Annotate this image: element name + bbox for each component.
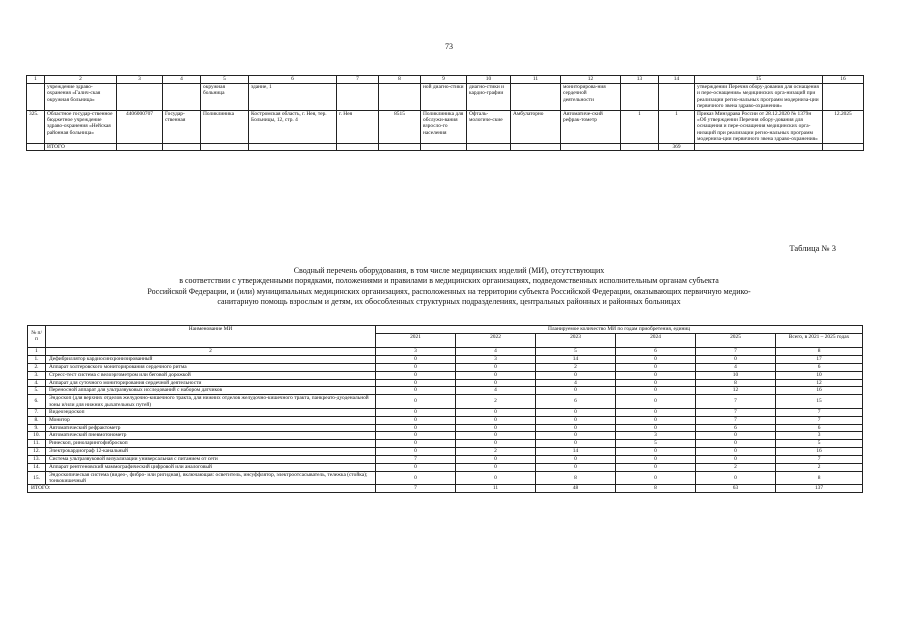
total-blank — [337, 143, 379, 150]
table-cell: Приказ Минздрава России от 28.12.2020 № 1379н «Об утверждении Перечня обору-дования для оснащения и пере-оснащения медицинских орга-низаций при реализации регио-нальных программ модерниза-ции первичного звена здраво-охранения» — [695, 110, 823, 143]
table-row — [28, 395, 863, 408]
quantity-cell: 0 — [376, 440, 456, 448]
quantity-cell: 0 — [376, 395, 456, 408]
table-row — [28, 432, 863, 440]
header-year: 2024 — [616, 333, 696, 347]
quantity-cell: 16 — [776, 448, 863, 456]
table-cell: 1 — [621, 110, 659, 143]
header-planned: Планируемое количество МИ по годам приобретения, единиц — [376, 326, 863, 334]
quantity-cell: 0 — [456, 472, 536, 485]
row-number: 14. — [28, 464, 46, 472]
quantity-cell: 0 — [616, 379, 696, 387]
quantity-cell: 0 — [456, 464, 536, 472]
quantity-cell: 0 — [376, 387, 456, 395]
column-number: 13 — [621, 76, 659, 84]
table-cell: Областное государ-ственное бюджетное учреждение здраво-охранения «Нейская районная больница» — [45, 110, 117, 143]
table-cell: г. Нея — [337, 110, 379, 143]
column-number: 6 — [616, 347, 696, 355]
quantity-cell: 0 — [616, 472, 696, 485]
quantity-cell: 6 — [696, 424, 776, 432]
quantity-cell: 0 — [616, 424, 696, 432]
quantity-cell: 4 — [536, 379, 616, 387]
quantity-cell: 0 — [456, 456, 536, 464]
quantity-cell: 5 — [616, 440, 696, 448]
column-number: 2 — [46, 347, 376, 355]
table-cell: Поликлиника — [201, 110, 249, 143]
quantity-cell: 0 — [456, 432, 536, 440]
quantity-cell: 7 — [776, 456, 863, 464]
table-cell: 1 — [659, 110, 695, 143]
quantity-cell: 0 — [616, 355, 696, 363]
total-value: 63 — [696, 485, 776, 493]
table-row — [27, 110, 864, 143]
table-cell: учреждение здраво-охранения «Галич-ская окружная больница» — [45, 84, 117, 111]
row-number: 3. — [28, 371, 46, 379]
quantity-cell: 0 — [456, 371, 536, 379]
quantity-cell: 7 — [376, 456, 456, 464]
row-number: 9. — [28, 424, 46, 432]
table-cell — [27, 84, 45, 111]
table-cell: 325. — [27, 110, 45, 143]
quantity-cell: 0 — [376, 371, 456, 379]
page-number: 73 — [445, 42, 453, 51]
quantity-cell: 3 — [776, 432, 863, 440]
quantity-cell: 0 — [616, 464, 696, 472]
quantity-cell: 7 — [696, 395, 776, 408]
table-row — [28, 408, 863, 416]
equipment-name: Стресс-тест система с велоэргометром или беговой дорожкой — [46, 371, 376, 379]
quantity-cell: 0 — [376, 408, 456, 416]
quantity-cell: 0 — [376, 379, 456, 387]
column-number: 1 — [27, 76, 45, 84]
quantity-cell: 17 — [776, 355, 863, 363]
column-number-row — [27, 76, 864, 84]
quantity-cell: 12 — [776, 379, 863, 387]
table-cell: 12.2025 — [823, 110, 864, 143]
row-number: 1. — [28, 355, 46, 363]
total-blank — [27, 143, 45, 150]
total-value: 7 — [376, 485, 456, 493]
quantity-cell: 0 — [616, 395, 696, 408]
header-name: Наименование МИ — [46, 326, 376, 348]
table-cell: ной диагно-стики — [421, 84, 467, 111]
total-value: 8 — [616, 485, 696, 493]
header-year: 2025 — [696, 333, 776, 347]
column-number: 9 — [421, 76, 467, 84]
equipment-name: Автоматический рефрактометр — [46, 424, 376, 432]
quantity-cell: 0 — [616, 448, 696, 456]
table-row — [28, 472, 863, 485]
equipment-name: Автоматический пневмотонометр — [46, 432, 376, 440]
quantity-cell: 8 — [696, 379, 776, 387]
quantity-cell: 0 — [456, 379, 536, 387]
equipment-name: Ринескоп, риноларингофиброскоп — [46, 440, 376, 448]
quantity-cell: 0 — [696, 448, 776, 456]
quantity-cell: 6 — [776, 363, 863, 371]
total-value: 48 — [536, 485, 616, 493]
quantity-cell: 7 — [696, 408, 776, 416]
equipment-name: Аппарат рентгеновский маммографический цифровой или аналоговый — [46, 464, 376, 472]
table-cell: Офталь-мологиче-ские — [467, 110, 511, 143]
quantity-cell: 3 — [456, 355, 536, 363]
quantity-cell: 5 — [776, 440, 863, 448]
equipment-name: Монитор — [46, 416, 376, 424]
table-row — [27, 84, 864, 111]
total-blank — [201, 143, 249, 150]
table-cell — [379, 84, 421, 111]
column-number: 14 — [659, 76, 695, 84]
column-number: 3 — [117, 76, 163, 84]
quantity-cell: 2 — [776, 464, 863, 472]
row-number: 8. — [28, 416, 46, 424]
table-cell — [163, 84, 201, 111]
quantity-cell: 0 — [616, 416, 696, 424]
equipment-table-continued — [26, 75, 864, 151]
column-number: 7 — [337, 76, 379, 84]
row-number: 7. — [28, 408, 46, 416]
quantity-cell: 2 — [456, 395, 536, 408]
table-cell: диагно-стики и кардио-графии — [467, 84, 511, 111]
table-cell — [511, 84, 561, 111]
quantity-cell: 0 — [536, 464, 616, 472]
table-cell — [823, 84, 864, 111]
row-number: 5. — [28, 387, 46, 395]
quantity-cell: 0 — [456, 424, 536, 432]
total-blank — [379, 143, 421, 150]
row-number: 13. — [28, 456, 46, 464]
table-row — [28, 464, 863, 472]
quantity-cell: 0 — [456, 408, 536, 416]
table-label: Таблица № 3 — [789, 243, 836, 253]
table-cell: 4406000707 — [117, 110, 163, 143]
quantity-cell: 0 — [376, 472, 456, 485]
title-line: санитарную помощь взрослым и детям, их обособленных структурных подразделениях, центральных районных и районных больницах — [217, 296, 681, 306]
quantity-cell: 0 — [536, 416, 616, 424]
quantity-cell: 0 — [376, 424, 456, 432]
quantity-cell: 0 — [376, 355, 456, 363]
table-cell — [337, 84, 379, 111]
row-number: 12. — [28, 448, 46, 456]
table-cell: Костромская область, г. Нея, тер. Больницы, 12, стр. 4 — [249, 110, 337, 143]
quantity-cell: 0 — [376, 416, 456, 424]
column-number: 2 — [45, 76, 117, 84]
header-year: 2023 — [536, 333, 616, 347]
table-cell: здание, 1 — [249, 84, 337, 111]
table-row — [28, 363, 863, 371]
column-number: 3 — [376, 347, 456, 355]
table-row — [28, 379, 863, 387]
quantity-cell: 0 — [616, 371, 696, 379]
table-cell: Автоматиче-ский рефрак-тометр — [561, 110, 621, 143]
column-number: 15 — [695, 76, 823, 84]
quantity-cell: 2 — [536, 363, 616, 371]
quantity-cell: 15 — [776, 395, 863, 408]
table-row — [28, 448, 863, 456]
quantity-cell: 0 — [696, 440, 776, 448]
quantity-cell: 0 — [616, 408, 696, 416]
column-number: 6 — [249, 76, 337, 84]
summary-title — [36, 266, 862, 307]
equipment-name: Дефибриллятор кардиосинхронизированный — [46, 355, 376, 363]
quantity-cell: 0 — [536, 440, 616, 448]
quantity-cell: 10 — [696, 371, 776, 379]
column-number: 10 — [467, 76, 511, 84]
total-blank — [695, 143, 823, 150]
total-blank — [823, 143, 864, 150]
title-line: Российской Федерации, и (или) муниципальных медицинских организациях, расположенных на территории субъекта Российской Федерации, оказывающих первичную медико- — [147, 286, 751, 296]
column-number: 4 — [163, 76, 201, 84]
quantity-cell: 0 — [456, 363, 536, 371]
header-num: № п/п — [28, 326, 46, 348]
total-label: ИТОГО: — [28, 485, 376, 493]
quantity-cell: 0 — [616, 456, 696, 464]
quantity-cell: 0 — [456, 416, 536, 424]
quantity-cell: 6 — [536, 395, 616, 408]
table-cell: Поликлиника для обслужи-вания взросло-го населения — [421, 110, 467, 143]
quantity-cell: 0 — [536, 424, 616, 432]
quantity-cell: 0 — [696, 456, 776, 464]
equipment-name: Электрокардиограф 12-канальный — [46, 448, 376, 456]
column-number: 8 — [776, 347, 863, 355]
header-total: Всего, в 2021 – 2025 годах — [776, 333, 863, 347]
summary-equipment-table — [27, 325, 863, 493]
quantity-cell: 0 — [536, 432, 616, 440]
quantity-cell: 0 — [536, 408, 616, 416]
quantity-cell: 4 — [696, 363, 776, 371]
quantity-cell: 2 — [696, 464, 776, 472]
table-cell — [117, 84, 163, 111]
quantity-cell: 8 — [536, 472, 616, 485]
table-cell: Амбулаторно — [511, 110, 561, 143]
total-value: 137 — [776, 485, 863, 493]
quantity-cell: 10 — [776, 371, 863, 379]
row-number: 15. — [28, 472, 46, 485]
equipment-name: Переносной аппарат для ультразвуковых исследований с набором датчиков — [46, 387, 376, 395]
quantity-cell: 14 — [536, 355, 616, 363]
total-blank — [249, 143, 337, 150]
header-year: 2022 — [456, 333, 536, 347]
total-label: ИТОГО — [45, 143, 117, 150]
column-number: 12 — [561, 76, 621, 84]
equipment-name: Видеоэндоскоп — [46, 408, 376, 416]
equipment-name: Эндоскопическая система (видео-, фибро- или ригидная), включающая: осветитель, инсуффлятор, электроотсасыватель, тележка (стойка); тонкокишечный — [46, 472, 376, 485]
total-blank — [561, 143, 621, 150]
quantity-cell: 0 — [376, 363, 456, 371]
table-row — [28, 416, 863, 424]
table-cell: Государ-ственная — [163, 110, 201, 143]
equipment-name: Эндоскоп (для верхних отделов желудочно-кишечного тракта, для нижних отделов желудочно-кишечного тракта, панкреато-дуоденальной зоны и/или для нижних дыхательных путей) — [46, 395, 376, 408]
column-number: 8 — [379, 76, 421, 84]
row-number: 10. — [28, 432, 46, 440]
column-number: 1 — [28, 347, 46, 355]
title-line: Сводный перечень оборудования, в том числе медицинских изделий (МИ), отсутствующих — [293, 266, 605, 275]
quantity-cell: 0 — [616, 387, 696, 395]
table-cell: 8515 — [379, 110, 421, 143]
total-blank — [421, 143, 467, 150]
total-blank — [621, 143, 659, 150]
quantity-cell: 7 — [776, 408, 863, 416]
quantity-cell: 0 — [536, 371, 616, 379]
row-number: 2. — [28, 363, 46, 371]
table-cell: мониторирова-ния сердечной деятельности — [561, 84, 621, 111]
quantity-cell: 2 — [456, 448, 536, 456]
quantity-cell: 0 — [536, 456, 616, 464]
total-row — [27, 143, 864, 150]
table-row — [28, 424, 863, 432]
table-row — [28, 440, 863, 448]
quantity-cell: 0 — [616, 363, 696, 371]
quantity-cell: 6 — [776, 424, 863, 432]
title-line: в соответствии с утвержденными порядками, положениями и правилами в медицинских организациях, подведомственных исполнительным органам субъекта — [179, 276, 719, 286]
column-number: 5 — [536, 347, 616, 355]
table-cell: окружная больница — [201, 84, 249, 111]
quantity-cell: 8 — [776, 472, 863, 485]
quantity-cell: 4 — [456, 387, 536, 395]
equipment-name: Система ультразвуковой визуализации универсальная с питанием от сети — [46, 456, 376, 464]
total-value: 369 — [659, 143, 695, 150]
table-cell — [659, 84, 695, 111]
table-cell: утверждении Перечня обору-дования для оснащения и пере-оснащения» медицинских орга-низаций при реализации регио-нальных программ модерниза-ции первичного звена здраво-охранения» — [695, 84, 823, 111]
table-cell — [621, 84, 659, 111]
quantity-cell: 0 — [696, 355, 776, 363]
quantity-cell: 12 — [696, 387, 776, 395]
table-row — [28, 456, 863, 464]
row-number: 11. — [28, 440, 46, 448]
column-number: 11 — [511, 76, 561, 84]
quantity-cell: 0 — [376, 432, 456, 440]
total-blank — [163, 143, 201, 150]
quantity-cell: 0 — [696, 472, 776, 485]
quantity-cell: 0 — [376, 464, 456, 472]
total-blank — [467, 143, 511, 150]
table-row — [28, 355, 863, 363]
total-blank — [117, 143, 163, 150]
column-number: 5 — [201, 76, 249, 84]
quantity-cell: 0 — [376, 448, 456, 456]
column-number: 7 — [696, 347, 776, 355]
table-row — [28, 387, 863, 395]
row-number: 4. — [28, 379, 46, 387]
equipment-name: Аппарат холтеровского мониторирования сердечного ритма — [46, 363, 376, 371]
total-value: 11 — [456, 485, 536, 493]
quantity-cell: 0 — [696, 432, 776, 440]
header-year: 2021 — [376, 333, 456, 347]
column-number-row — [28, 347, 863, 355]
column-number: 16 — [823, 76, 864, 84]
quantity-cell: 7 — [696, 416, 776, 424]
column-number: 4 — [456, 347, 536, 355]
row-number: 6. — [28, 395, 46, 408]
table-row — [28, 371, 863, 379]
total-blank — [511, 143, 561, 150]
quantity-cell: 0 — [456, 440, 536, 448]
quantity-cell: 16 — [776, 387, 863, 395]
equipment-name: Аппарат для суточного мониторирования сердечной деятельности — [46, 379, 376, 387]
quantity-cell: 14 — [536, 448, 616, 456]
quantity-cell: 7 — [776, 416, 863, 424]
quantity-cell: 0 — [536, 387, 616, 395]
quantity-cell: 3 — [616, 432, 696, 440]
total-row — [28, 485, 863, 493]
